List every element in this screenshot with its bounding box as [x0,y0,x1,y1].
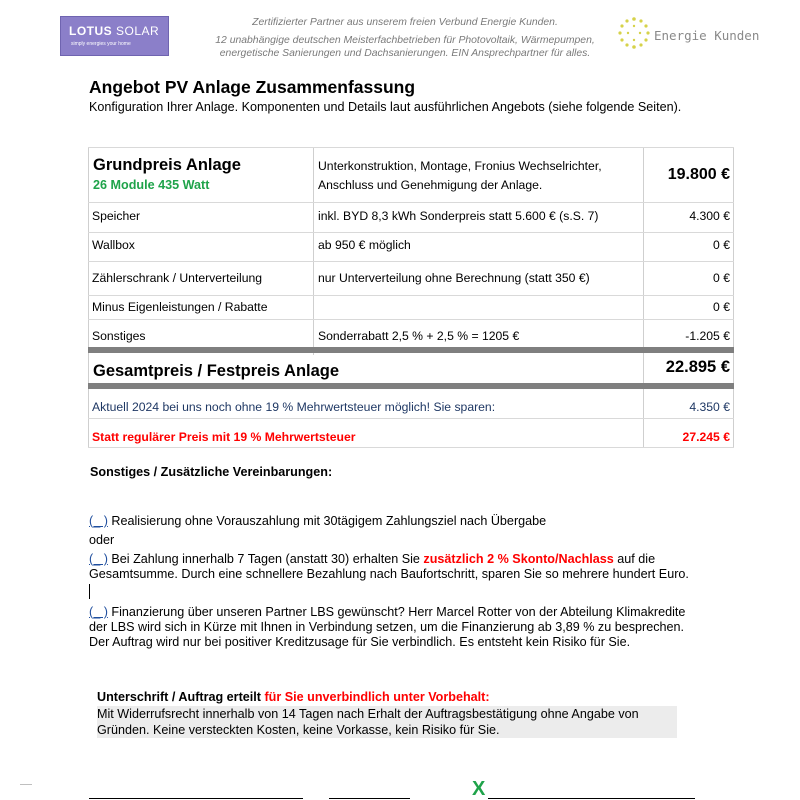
option-3-checkbox[interactable]: (_ ) [89,605,108,619]
signature-label-red: für Sie unverbindlich unter Vorbehalt: [264,690,490,704]
signature-heading [97,690,490,705]
row-desc-sonstiges: Sonderrabatt 2,5 % + 2,5 % = 1205 € [318,329,520,343]
base-desc-line-2: Anschluss und Genehmigung der Anlage. [318,178,543,192]
page-subtitle: Konfiguration Ihrer Anlage. Komponenten und Details laut ausführlichen Angebots (siehe folgende Seiten). [89,100,682,114]
partner-notice [190,16,620,60]
regular-price-label: Statt regulärer Preis mit 19 % Mehrwertsteuer [92,430,356,444]
lotus-solar-logo [60,16,169,56]
option-financing [89,605,739,650]
partner-line-2: 12 unabhängige deutschen Meisterfachbetrieben für Photovoltaik, Wärmepumpen, [215,35,595,46]
price-table [88,147,734,448]
row-price-wallbox: 0 € [713,238,730,252]
row-desc-wallbox: ab 950 € möglich [318,238,411,252]
row-price-sonstiges: -1.205 € [685,329,730,343]
corner-mark [20,784,32,785]
partner-line-3: energetische Sanierungen und Dachsanierungen. EIN Ansprechpartner für alles. [219,48,591,59]
skonto-highlight: zusätzlich 2 % Skonto/Nachlass [423,552,614,566]
signature-line-date[interactable] [329,798,410,799]
base-price-value: 19.800 € [667,166,730,183]
base-price-description [318,157,602,195]
option-skonto [89,552,739,582]
base-desc-line-1: Unterkonstruktion, Montage, Fronius Wechselrichter, [318,159,602,173]
signature-x-mark: X [472,778,486,800]
option-3-line-3: Der Auftrag wird nur bei positiver Kreditzusage für Sie verbindlich. Es entsteht kein Risiko für Sie. [89,635,631,649]
row-label-eigenleistungen: Minus Eigenleistungen / Rabatte [92,300,268,314]
option-2-text-post: auf die [613,552,656,566]
row-label-wallbox: Wallbox [92,238,135,252]
row-price-speicher: 4.300 € [689,209,730,223]
base-price-label: Grundpreis Anlage [93,156,241,174]
row-price-eigenleistungen: 0 € [713,300,730,314]
option-1-text: Realisierung ohne Vorauszahlung mit 30tägigem Zahlungsziel nach Übergabe [111,514,547,528]
signature-line-place[interactable] [89,798,303,799]
energie-kunden-wordmark: Energie Kunden [654,28,760,43]
agreements-heading: Sonstiges / Zusätzliche Vereinbarungen: [90,465,333,479]
withdrawal-note [97,706,639,738]
or-label: oder [89,533,115,547]
page-title: Angebot PV Anlage Zusammenfassung [89,77,416,97]
signature-line-sign[interactable] [488,798,695,799]
row-label-sonstiges: Sonstiges [92,329,146,343]
withdrawal-line-2: Gründen. Keine versteckten Kosten, keine Vorkasse, kein Risiko für Sie. [97,723,500,737]
row-label-zaehlerschrank: Zählerschrank / Unterverteilung [92,271,263,285]
row-desc-speicher: inkl. BYD 8,3 kWh Sonderpreis statt 5.600 € (s.S. 7) [318,209,599,223]
vat-savings-value: 4.350 € [689,400,730,414]
withdrawal-line-1: Mit Widerrufsrecht innerhalb von 14 Tagen nach Erhalt der Auftragsbestätigung ohne Angabe von [97,707,639,721]
logo-tagline: simply energies your home [71,41,131,47]
option-2-text-pre: Bei Zahlung innerhalb 7 Tagen (anstatt 30) erhalten Sie [111,552,424,566]
total-price: 22.895 € [665,358,730,376]
or-text [89,533,739,548]
partner-line-1: Zertifizierter Partner aus unserem freien Verbund Energie Kunden. [252,17,558,28]
option-2-checkbox[interactable]: (_ ) [89,552,108,566]
option-no-prepayment [89,514,739,529]
energie-kunden-logo [614,14,774,58]
text-cursor [89,584,90,599]
regular-price-value: 27.245 € [682,430,730,444]
signature-label: Unterschrift / Auftrag erteilt [97,690,265,704]
module-spec: 26 Module 435 Watt [93,178,210,192]
option-1-checkbox[interactable]: (_ ) [89,514,108,528]
row-desc-zaehlerschrank: nur Unterverteilung ohne Berechnung (statt 350 €) [318,271,590,285]
option-3-line-2: der LBS wird sich in Kürze mit Ihnen in Verbindung setzen, um die Finanzierung ab 3,89 % zu besprechen. [89,620,685,634]
vat-savings-note: Aktuell 2024 bei uns noch ohne 19 % Mehrwertsteuer möglich! Sie sparen: [92,400,496,414]
option-2-line-2: Gesamtsumme. Durch eine schnellere Bezahlung nach Baufortschritt, sparen Sie so mehrere hundert Euro. [89,567,689,581]
row-label-speicher: Speicher [92,209,141,223]
option-3-line-1: Finanzierung über unseren Partner LBS gewünscht? Herr Marcel Rotter von der Abteilung Klimakredite [111,605,686,619]
sun-dots-icon [614,14,654,58]
row-price-zaehlerschrank: 0 € [713,271,730,285]
logo-wordmark: LOTUS SOLAR [69,24,160,38]
total-label: Gesamtpreis / Festpreis Anlage [93,362,340,380]
